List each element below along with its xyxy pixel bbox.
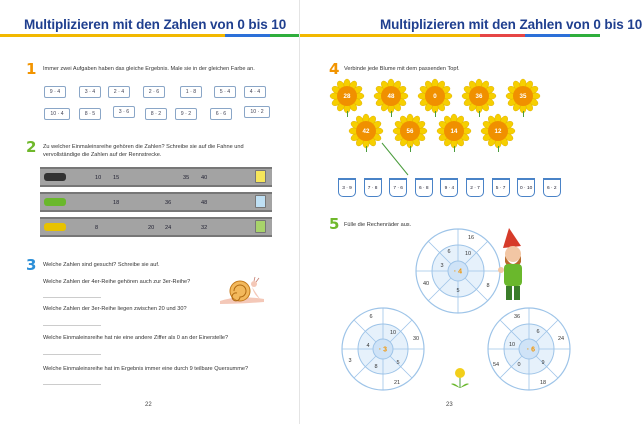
answer-flag[interactable] <box>255 170 266 183</box>
math-card[interactable]: 3 · 4 <box>79 86 101 98</box>
flower-number: 35 <box>513 86 533 106</box>
wheel-outer-value: 30 <box>412 336 420 342</box>
gnome-icon <box>495 228 529 302</box>
math-card[interactable]: 6 · 6 <box>210 108 232 120</box>
wheel-outer-value: 24 <box>557 336 565 342</box>
calculation-wheel <box>486 306 572 392</box>
math-card[interactable]: 5 · 4 <box>214 86 236 98</box>
wheel-inner-value: 9 <box>541 360 545 366</box>
answer-flag[interactable] <box>255 195 266 208</box>
wheel-operator: · 4 <box>453 268 463 276</box>
math-card[interactable]: 8 · 5 <box>79 108 101 120</box>
flower-stem <box>523 111 524 117</box>
flower[interactable] <box>347 113 385 149</box>
flower-pot[interactable]: 7 · 6 <box>389 178 407 197</box>
flower-stem <box>366 146 367 152</box>
track-value: 32 <box>201 225 208 231</box>
flower-pot[interactable]: 3 · 9 <box>338 178 356 197</box>
answer-line[interactable] <box>43 384 101 385</box>
answer-line[interactable] <box>43 297 101 298</box>
task-number: 4 <box>329 60 340 78</box>
question-text: Welche Einmaleinsreihe hat im Ergebnis immer eine durch 9 teilbare Quersumme? <box>43 366 249 372</box>
flower[interactable] <box>391 113 429 149</box>
wheel-outer-value: 54 <box>492 362 500 368</box>
race-track <box>40 167 272 187</box>
wheel-inner-value: 3 <box>440 263 444 269</box>
track-value: 36 <box>165 200 172 206</box>
race-car-icon <box>44 173 66 181</box>
flower-number: 12 <box>488 121 508 141</box>
track-value: 35 <box>183 175 190 181</box>
race-car-icon <box>44 223 66 231</box>
flower[interactable] <box>479 113 517 149</box>
flower-number: 42 <box>356 121 376 141</box>
question-text: Welche Zahlen der 4er-Reihe gehören auch zur 3er-Reihe? <box>43 279 191 285</box>
task-number: 1 <box>26 60 37 78</box>
answer-line[interactable] <box>43 354 101 355</box>
wheel-outer-value: 3 <box>348 358 352 364</box>
task-number: 2 <box>26 138 37 156</box>
track-value: 20 <box>148 225 155 231</box>
page-number: 23 <box>446 402 453 408</box>
task-instruction: Immer zwei Aufgaben haben das gleiche Ergebnis. Male sie in der gleichen Farbe an. <box>43 66 255 72</box>
answer-flag[interactable] <box>255 220 266 233</box>
task-instruction: Fülle die Rechenräder aus. <box>344 222 412 228</box>
calculation-wheel <box>414 227 502 315</box>
flower[interactable] <box>372 78 410 114</box>
flower[interactable] <box>328 78 366 114</box>
flower-pot[interactable]: 9 · 4 <box>440 178 458 197</box>
flower-number: 0 <box>425 86 445 106</box>
question-text: Welche Einmaleinsreihe hat nie eine andere Ziffer als 0 an der Einerstelle? <box>43 335 229 341</box>
flower[interactable] <box>416 78 454 114</box>
wheel-inner-value: 8 <box>374 364 378 370</box>
track-value: 10 <box>95 175 102 181</box>
wheel-outer-value: 6 <box>369 314 373 320</box>
race-track <box>40 217 272 237</box>
track-value: 15 <box>113 175 120 181</box>
flower-number: 48 <box>381 86 401 106</box>
right-page <box>300 0 642 424</box>
title-color-bar <box>300 34 600 37</box>
flower-number: 36 <box>469 86 489 106</box>
math-card[interactable]: 10 · 2 <box>244 106 270 118</box>
flower-pot[interactable]: 6 · 8 <box>415 178 433 197</box>
page-title: Multiplizieren mit den Zahlen von 0 bis 10 <box>380 17 642 32</box>
race-track <box>40 192 272 212</box>
track-value: 40 <box>201 175 208 181</box>
task-number: 3 <box>26 256 37 274</box>
task-number: 5 <box>329 215 340 233</box>
flower[interactable] <box>460 78 498 114</box>
math-card[interactable]: 2 · 4 <box>108 86 130 98</box>
wheel-outer-value: 36 <box>513 314 521 320</box>
calculation-wheel <box>340 306 426 392</box>
track-value: 18 <box>113 200 120 206</box>
flower-pot[interactable]: 6 · 2 <box>543 178 561 197</box>
flower[interactable] <box>435 113 473 149</box>
math-card[interactable]: 9 · 4 <box>44 86 66 98</box>
task-instruction: Zu welcher Einmaleinsreihe gehören die Zahlen? Schreibe sie auf die Fahne und vervollständige die Zahlen auf der Rennstrecke. <box>43 144 244 158</box>
flower-pot[interactable]: 5 · 7 <box>492 178 510 197</box>
flower-number: 14 <box>444 121 464 141</box>
wheel-inner-value: 10 <box>389 330 397 336</box>
wheel-inner-value: 4 <box>366 343 370 349</box>
wheel-inner-value: 6 <box>447 249 451 255</box>
race-car-icon <box>44 198 66 206</box>
wheel-inner-value: 0 <box>517 362 521 368</box>
wheel-inner-value: 6 <box>536 329 540 335</box>
flower-number: 56 <box>400 121 420 141</box>
left-page <box>0 0 300 424</box>
flower-stem <box>454 146 455 152</box>
math-card[interactable]: 10 · 4 <box>44 108 70 120</box>
task-instruction: Verbinde jede Blume mit dem passenden Topf. <box>344 66 460 72</box>
answer-line[interactable] <box>43 325 101 326</box>
math-card[interactable]: 4 · 4 <box>244 86 266 98</box>
flower-pot[interactable]: 2 · 7 <box>466 178 484 197</box>
math-card[interactable]: 1 · 8 <box>180 86 202 98</box>
flower-number: 28 <box>337 86 357 106</box>
wheel-outer-value: 40 <box>422 281 430 287</box>
wheel-inner-value: 5 <box>396 360 400 366</box>
math-card[interactable]: 3 · 6 <box>113 106 135 118</box>
wheel-inner-value: 5 <box>456 288 460 294</box>
wheel-inner-value: 10 <box>508 342 516 348</box>
flower-stem <box>410 146 411 152</box>
task-instruction: Welche Zahlen sind gesucht? Schreibe sie auf. <box>43 262 160 268</box>
math-card[interactable]: 9 · 2 <box>175 108 197 120</box>
track-value: 48 <box>201 200 208 206</box>
math-card[interactable]: 8 · 2 <box>145 108 167 120</box>
page-title: Multiplizieren mit den Zahlen von 0 bis 10 <box>24 17 287 32</box>
wheel-outer-value: 21 <box>393 380 401 386</box>
wheel-outer-value: 8 <box>486 283 490 289</box>
track-value: 8 <box>95 225 99 231</box>
flower-pot[interactable]: 7 · 8 <box>364 178 382 197</box>
math-card[interactable]: 2 · 6 <box>143 86 165 98</box>
wheel-operator: · 6 <box>526 346 536 354</box>
page-number: 22 <box>145 402 152 408</box>
wheel-inner-value: 10 <box>464 251 472 257</box>
dandelion-icon <box>448 366 472 390</box>
track-value: 24 <box>165 225 172 231</box>
wheel-operator: · 3 <box>378 346 388 354</box>
question-text: Welche Zahlen der 3er-Reihe liegen zwischen 20 und 30? <box>43 306 187 312</box>
title-color-bar <box>0 34 300 37</box>
flower-stem <box>498 146 499 152</box>
flower-pot[interactable]: 0 · 10 <box>517 178 535 197</box>
wheel-outer-value: 16 <box>467 235 475 241</box>
snail-icon <box>218 277 268 305</box>
flower[interactable] <box>504 78 542 114</box>
wheel-outer-value: 18 <box>539 380 547 386</box>
